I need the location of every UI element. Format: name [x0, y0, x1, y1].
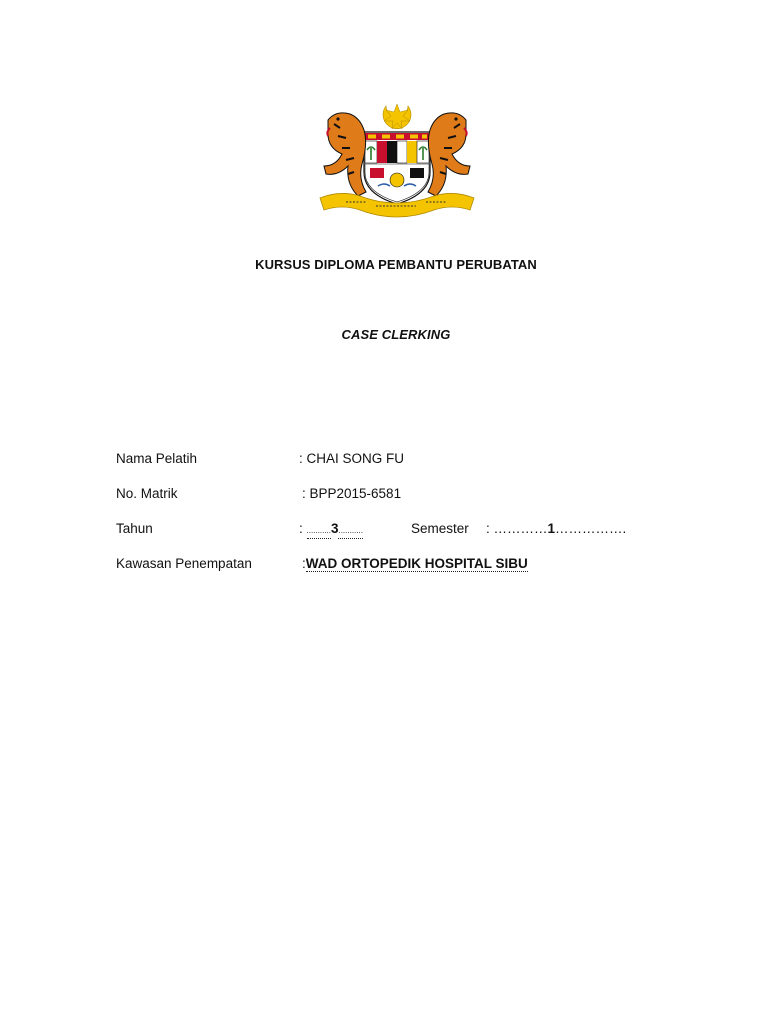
- tahun-dots-after: ...........: [338, 524, 362, 539]
- kawasan-value: WAD ORTOPEDIK HOSPITAL SIBU: [305, 556, 528, 571]
- semester-suffix: …………….: [555, 521, 627, 536]
- semester-prefix: : …………: [486, 521, 548, 536]
- kawasan-prefix: :: [302, 556, 306, 571]
- semester-label: Semester: [411, 521, 469, 536]
- tahun-prefix: :: [299, 521, 307, 536]
- document-type-title: CASE CLERKING: [341, 327, 451, 342]
- semester-value: 1: [547, 521, 556, 536]
- kawasan-label: Kawasan Penempatan: [116, 556, 252, 571]
- tahun-dots-before: ...........: [307, 524, 331, 539]
- nama-value: : CHAI SONG FU: [299, 451, 405, 466]
- malaysia-coat-of-arms-icon: [316, 102, 478, 218]
- course-title: KURSUS DIPLOMA PEMBANTU PERUBATAN: [255, 257, 537, 272]
- matrik-value: : BPP2015-6581: [302, 486, 402, 501]
- tahun-label: Tahun: [116, 521, 153, 536]
- tahun-value-group: [299, 521, 363, 539]
- kawasan-value-group: [302, 556, 528, 571]
- tahun-value: 3: [330, 521, 339, 536]
- nama-label: Nama Pelatih: [116, 451, 198, 466]
- semester-value-group: [486, 521, 626, 536]
- matrik-label: No. Matrik: [116, 486, 178, 501]
